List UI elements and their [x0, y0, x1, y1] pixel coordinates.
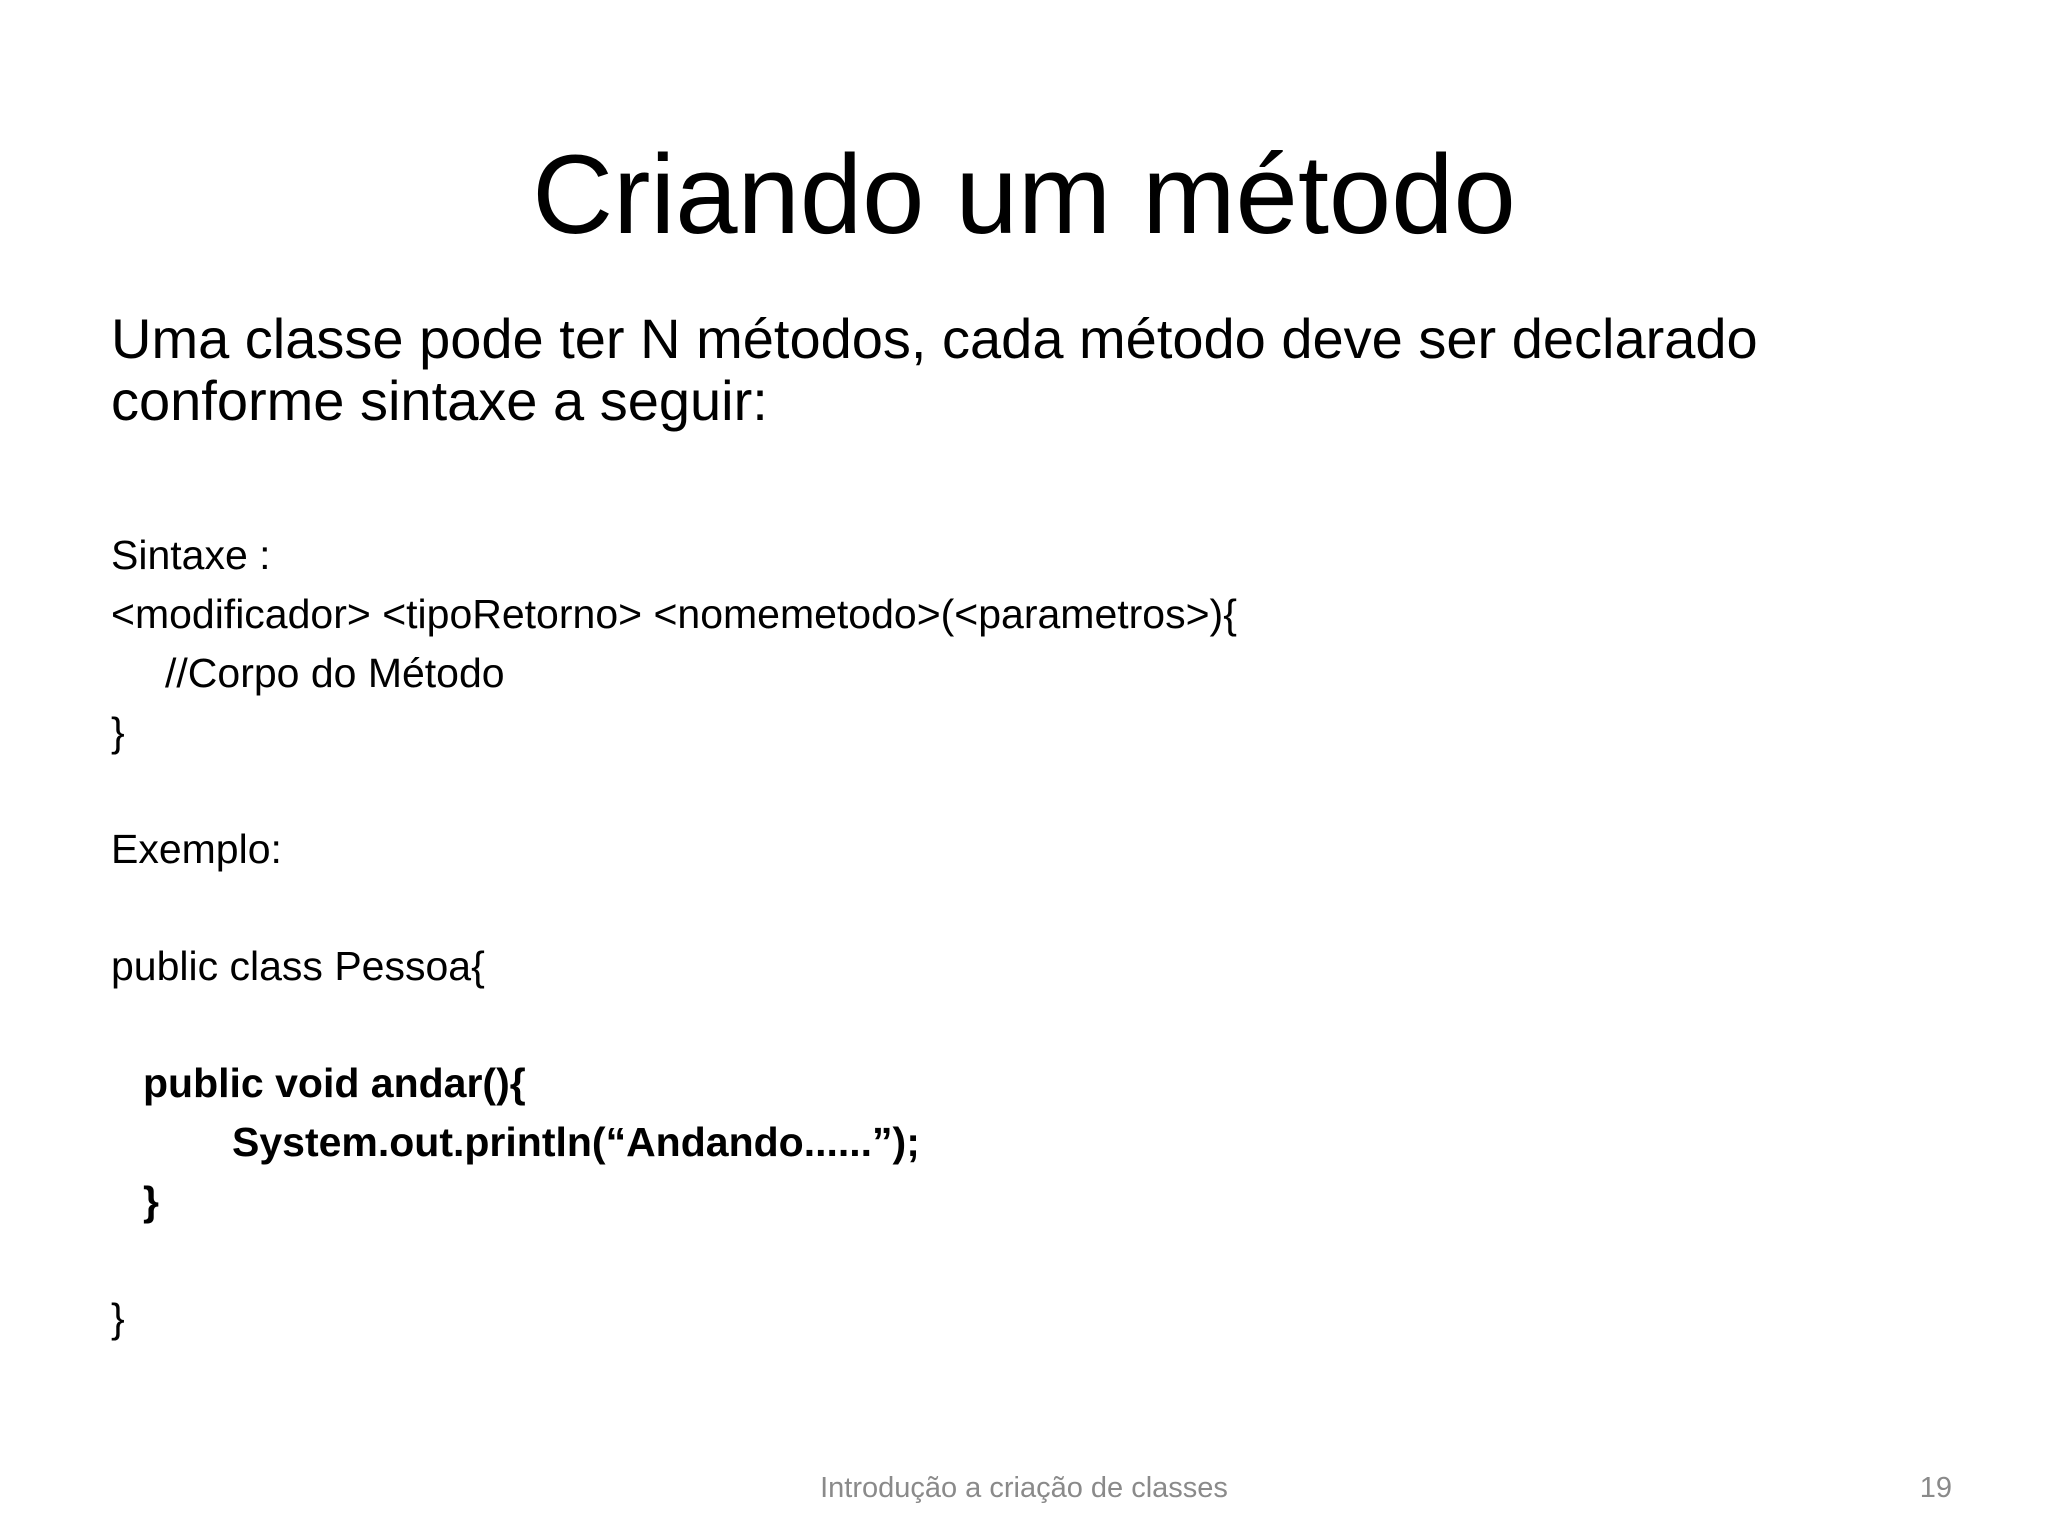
- footer-title: Introdução a criação de classes: [820, 1472, 1228, 1504]
- example-label: Exemplo:: [111, 826, 282, 872]
- example-class-open: public class Pessoa{: [111, 943, 485, 989]
- intro-paragraph: [111, 308, 1931, 432]
- intro-line-1: Uma classe pode ter N métodos, cada método deve ser declarado: [111, 307, 1758, 370]
- syntax-label: Sintaxe :: [111, 532, 271, 578]
- example-method-close: }: [143, 1178, 159, 1224]
- syntax-body-comment: //Corpo do Método: [165, 650, 505, 696]
- page-number: 19: [1919, 1472, 1952, 1504]
- example-method-open: public void andar(){: [143, 1060, 526, 1106]
- syntax-signature: <modificador> <tipoRetorno> <nomemetodo>(<parametros>){: [111, 591, 1237, 637]
- slide-title: Criando um método: [532, 132, 1516, 257]
- example-method-body: System.out.println(“Andando......”);: [232, 1119, 920, 1165]
- intro-line-2: conforme sintaxe a seguir:: [111, 369, 768, 432]
- example-class-close: }: [111, 1295, 125, 1341]
- syntax-closing-brace: }: [111, 709, 125, 755]
